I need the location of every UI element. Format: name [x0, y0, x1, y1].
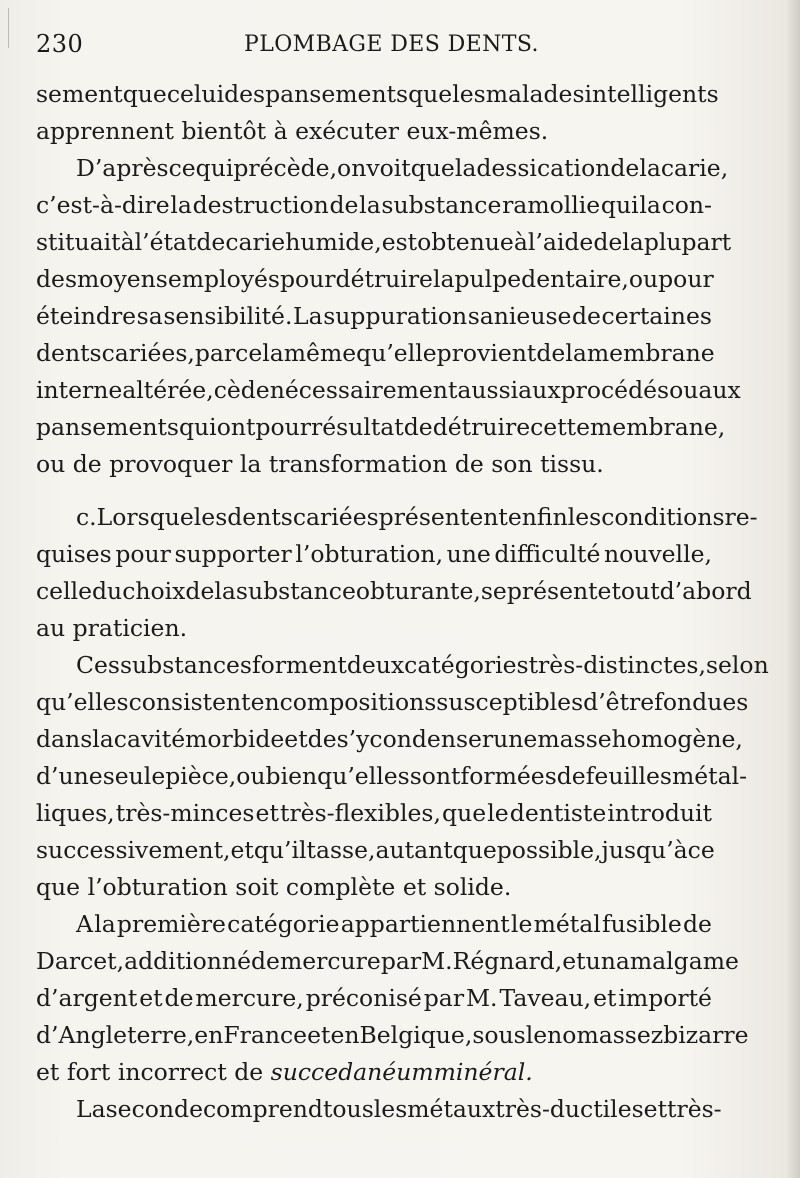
body-text [36, 76, 769, 1128]
paragraph [36, 1091, 722, 1128]
text-line: apprennent bientôt à exécuter eux-mêmes. [36, 117, 549, 145]
text-line: stituait à l’état de carie humide, est obtenue à l’aide de la plupart [36, 228, 732, 256]
text-line: A la première catégorie appartiennent le métal fusible de [76, 910, 712, 938]
text-line: c’est-à-dire la destruction de la substance ramollie qui la con- [36, 191, 712, 219]
text-line: La seconde comprend tous les métaux très-ductiles et très- [76, 1095, 722, 1123]
text-line: successivement, et qu’il tasse, autant que possible, jusqu’à ce [36, 836, 715, 864]
text-line: et fort incorrect de succedanéum minéral. [36, 1058, 533, 1086]
running-head: PLOMBAGE DES DENTS. [244, 32, 539, 57]
text-line: qu’elles consistent en compositions susceptibles d’être fondues [36, 688, 749, 716]
page-header [36, 30, 712, 66]
text-line: liques, très-minces et très-flexibles, que le dentiste introduit [36, 799, 712, 827]
text-line: quises pour supporter l’obturation, une difficulté nouvelle, [36, 540, 712, 568]
text-line: d’argent et de mercure, préconisé par M. Taveau, et importé [36, 984, 712, 1012]
paragraph [36, 647, 769, 906]
page-number: 230 [36, 30, 84, 58]
text-line: éteindre sa sensibilité. La suppuration sanieuse de certaines [36, 302, 712, 330]
section-gap [36, 483, 712, 499]
text-line: c. Lorsque les dents cariées présentent enfin les conditions re- [76, 503, 758, 531]
text-line: Darcet, additionné de mercure par M. Régnard, et un amalgame [36, 947, 739, 975]
text-line: dents cariées, par cela même qu’elle provient de la membrane [36, 339, 715, 367]
text-line: Ces substances forment deux catégories très-distinctes, selon [76, 651, 769, 679]
paragraph [36, 499, 758, 647]
paragraph [36, 150, 741, 483]
text-line: dans la cavité morbide et de s’y condenser une masse homogène, [36, 725, 743, 753]
text-line: des moyens employés pour détruire la pulpe dentaire, ou pour [36, 265, 714, 293]
text-line: ou de provoquer la transformation de son tissu. [36, 450, 604, 478]
paragraph [36, 76, 719, 150]
text-line: d’une seule pièce, ou bien qu’elles sont formées de feuilles métal- [36, 762, 748, 790]
text-line: d’Angleterre, en France et en Belgique, sous le nom assez bizarre [36, 1021, 749, 1049]
text-line: au praticien. [36, 614, 188, 642]
text-line: D’après ce qui précède, on voit que la dessication de la carie, [76, 154, 729, 182]
text-line: celle du choix de la substance obturante, se présente tout d’abord [36, 577, 752, 605]
text-line: que l’obturation soit complète et solide. [36, 873, 512, 901]
text-line: interne altérée, cède nécessairement aussi aux procédés ou aux [36, 376, 741, 404]
page-gutter-shadow [786, 0, 800, 1178]
page-edge-mark [8, 8, 13, 48]
paragraph [36, 906, 749, 1091]
text-line: pansements qui ont pour résultat de détruire cette membrane, [36, 413, 726, 441]
text-line: sement que celui des pansements que les malades intelligents [36, 80, 719, 108]
